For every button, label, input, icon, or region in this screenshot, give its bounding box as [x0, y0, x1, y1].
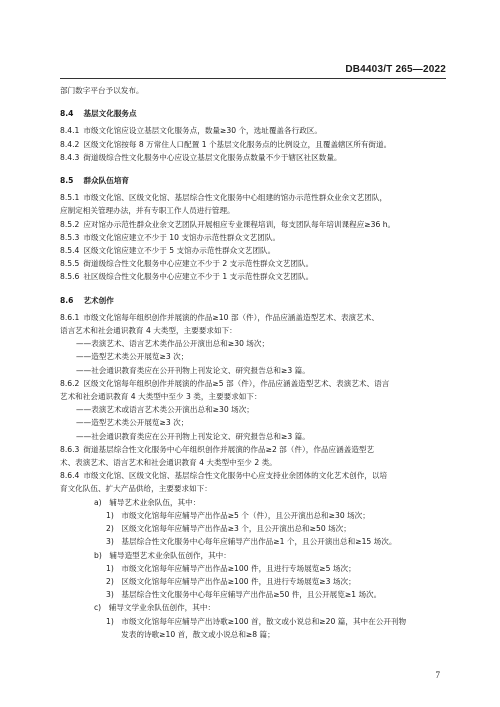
clause-paragraph	[60, 311, 446, 324]
clause-number: 8.5.4	[60, 246, 80, 256]
clause-paragraph	[60, 257, 446, 270]
line-text: 市级文化馆、区级文化馆、基层综合性文化服务中心应支持业余团体的文化艺术创作，以培	[83, 471, 388, 481]
clause-paragraph	[60, 151, 446, 164]
line-text: ——造型艺术类公开展览≥3 次；	[76, 418, 189, 428]
header-divider	[60, 78, 446, 79]
clause-paragraph	[60, 270, 446, 283]
line-text: ——表演艺术、语言艺术类作品公开演出总和≥30 场次；	[76, 339, 270, 349]
line-text: 社区级综合性文化服务中心应建立不少于 1 支示范性群众文艺团队。	[83, 272, 314, 282]
paragraph-continuation	[60, 482, 446, 495]
document-body	[60, 84, 446, 641]
clause-number: 8.4.2	[60, 139, 80, 149]
paragraph-continuation	[60, 324, 446, 337]
clause-number: 8.6.4	[60, 471, 80, 481]
clause-paragraph	[60, 231, 446, 244]
clause-number: 8.4	[60, 109, 74, 119]
paragraph-continuation	[60, 204, 446, 217]
line-text: 街道基层综合性文化服务中心年组织创作并展演的作品≥2 部（件），作品应涵盖造型艺	[83, 444, 375, 454]
line-text: ——社会通识教育类应在公开刊物上刊发论文、研究报告总和≥3 篇。	[76, 431, 310, 441]
line-text: 育文化队伍、扩大产品供给，主要要求如下：	[60, 484, 212, 494]
line-text: 2) 区级文化馆每年应辅导产出作品≥100 件，且进行专场展览≥3 场次；	[106, 576, 356, 586]
line-text: ——社会通识教育类应在公开刊物上刊发论文、研究报告总和≥3 篇。	[76, 365, 310, 375]
line-text: 艺术创作	[83, 295, 114, 305]
clause-number: 8.6.1	[60, 312, 80, 322]
line-text: 3) 基层综合性文化服务中心每年应辅导产出作品≥50 件，且公开展览≥1 场次。	[106, 590, 382, 600]
section-heading	[60, 174, 446, 187]
line-text: 部门数字平台予以发布。	[60, 86, 144, 95]
dash-list-item	[60, 416, 446, 429]
clause-number: 8.5	[60, 176, 74, 186]
line-text: 区级文化馆按每 8 万常住人口配置 1 个基层文化服务点的比例设立，且覆盖辖区所有街道。	[83, 139, 392, 149]
line-text: a) 辅导艺术业余队伍，其中：	[94, 497, 201, 507]
clause-paragraph	[60, 218, 446, 231]
clause-number: 8.6.3	[60, 444, 80, 454]
line-text: ——表演艺术或语言艺术类公开演出总和≥30 场次；	[76, 405, 254, 415]
line-text: 艺术和社会通识教育 4 大类型中至少 3 类，主要要求如下：	[60, 392, 262, 402]
clause-paragraph	[60, 138, 446, 151]
line-text: 语言艺术和社会通识教育 4 大类型，主要要求如下：	[60, 326, 237, 336]
clause-paragraph	[60, 377, 446, 390]
line-text: ——造型艺术类公开展览≥3 次；	[76, 352, 189, 362]
numbered-list-item	[60, 562, 446, 575]
line-text: 市级文化馆应建立不少于 10 支馆办示范性群众文艺团队。	[83, 232, 281, 242]
numbered-list-item	[60, 588, 446, 601]
numbered-list-item	[60, 575, 446, 588]
dash-list-item	[60, 403, 446, 416]
clause-paragraph	[60, 244, 446, 257]
line-text: 应对馆办示范性群众业余文艺团队开展相应专业课程培训，每支团队每年培训课程应≥36 h。	[83, 219, 396, 229]
document-code: DB4403/T 265—2022	[345, 64, 446, 75]
dash-list-item	[60, 350, 446, 363]
dash-list-item	[60, 364, 446, 377]
clause-number: 8.4.1	[60, 126, 80, 136]
paragraph-continuation	[60, 84, 446, 97]
line-text: 市级文化馆应设立基层文化服务点，数量≥30 个，选址覆盖各行政区。	[83, 126, 322, 136]
numbered-list-item	[60, 615, 446, 628]
line-text: 发表的诗歌≥10 首，散文或小说总和≥8 篇；	[106, 629, 275, 639]
numbered-list-item	[60, 535, 446, 548]
dash-list-item	[60, 430, 446, 443]
clause-paragraph	[60, 443, 446, 456]
lettered-list-item	[60, 549, 446, 562]
line-text: 基层文化服务点	[83, 109, 137, 119]
line-text: b) 辅导造型艺术业余队伍创作，其中：	[94, 550, 231, 560]
line-text: c) 辅导文学业余队伍创作，其中：	[94, 603, 216, 613]
clause-number: 8.5.2	[60, 219, 80, 229]
clause-number: 8.6.2	[60, 378, 80, 388]
dash-list-item	[60, 337, 446, 350]
clause-number: 8.5.6	[60, 272, 80, 282]
line-text: 区级文化馆应建立不少于 5 支馆办示范性群众文艺团队。	[83, 246, 276, 256]
line-text: 1) 市级文化馆每年应辅导产出作品≥5 个（件），且公开演出总和≥30 场次；	[106, 510, 370, 520]
line-text: 应制定相关管理办法，并有专职工作人员进行管理。	[60, 206, 235, 216]
clause-number: 8.5.5	[60, 259, 80, 269]
clause-number: 8.4.3	[60, 152, 80, 162]
clause-number: 8.6	[60, 295, 74, 305]
numbered-list-item-continuation	[60, 628, 446, 641]
clause-paragraph	[60, 469, 446, 482]
paragraph-continuation	[60, 456, 446, 469]
clause-paragraph	[60, 191, 446, 204]
line-text: 1) 市级文化馆每年应辅导产出作品≥100 件，且进行专场展览≥5 场次；	[106, 563, 356, 573]
numbered-list-item	[60, 522, 446, 535]
line-text: 街道级综合性文化服务中心应建立不少于 2 支示范性群众文艺团队。	[83, 259, 314, 269]
line-text: 群众队伍培育	[83, 176, 130, 186]
section-heading	[60, 294, 446, 307]
clause-number: 8.5.1	[60, 193, 80, 203]
line-text: 3) 基层综合性文化服务中心每年应辅导产出作品≥1 个，且公开演出总和≥15 场次。	[106, 537, 397, 547]
page-number: 7	[435, 670, 440, 680]
line-text: 市级文化馆每年组织创作并展演的作品≥10 部（件），作品应涵盖造型艺术、表演艺术、	[83, 312, 379, 322]
clause-number: 8.5.3	[60, 232, 80, 242]
line-text: 术、表演艺术、语言艺术和社会通识教育 4 大类型中至少 2 类。	[60, 458, 277, 468]
line-text: 市级文化馆、区级文化馆、基层综合性文化服务中心组建的馆办示范性群众业余文艺团队，	[83, 193, 388, 203]
numbered-list-item	[60, 509, 446, 522]
line-text: 1) 市级文化馆每年应辅导产出诗歌≥100 首，散文或小说总和≥20 篇，其中在公开刊物	[106, 616, 407, 626]
lettered-list-item	[60, 601, 446, 614]
lettered-list-item	[60, 496, 446, 509]
section-heading	[60, 107, 446, 120]
line-text: 街道级综合性文化服务中心应设立基层文化服务点数量不少于辖区社区数量。	[83, 152, 342, 162]
line-text: 2) 区级文化馆每年应辅导产出作品≥3 个，且公开演出总和≥50 场次；	[106, 524, 351, 534]
clause-paragraph	[60, 124, 446, 137]
line-text: 区级文化馆每年组织创作并展演的作品≥5 部（件），作品应涵盖造型艺术、表演艺术、语言	[83, 378, 390, 388]
paragraph-continuation	[60, 390, 446, 403]
